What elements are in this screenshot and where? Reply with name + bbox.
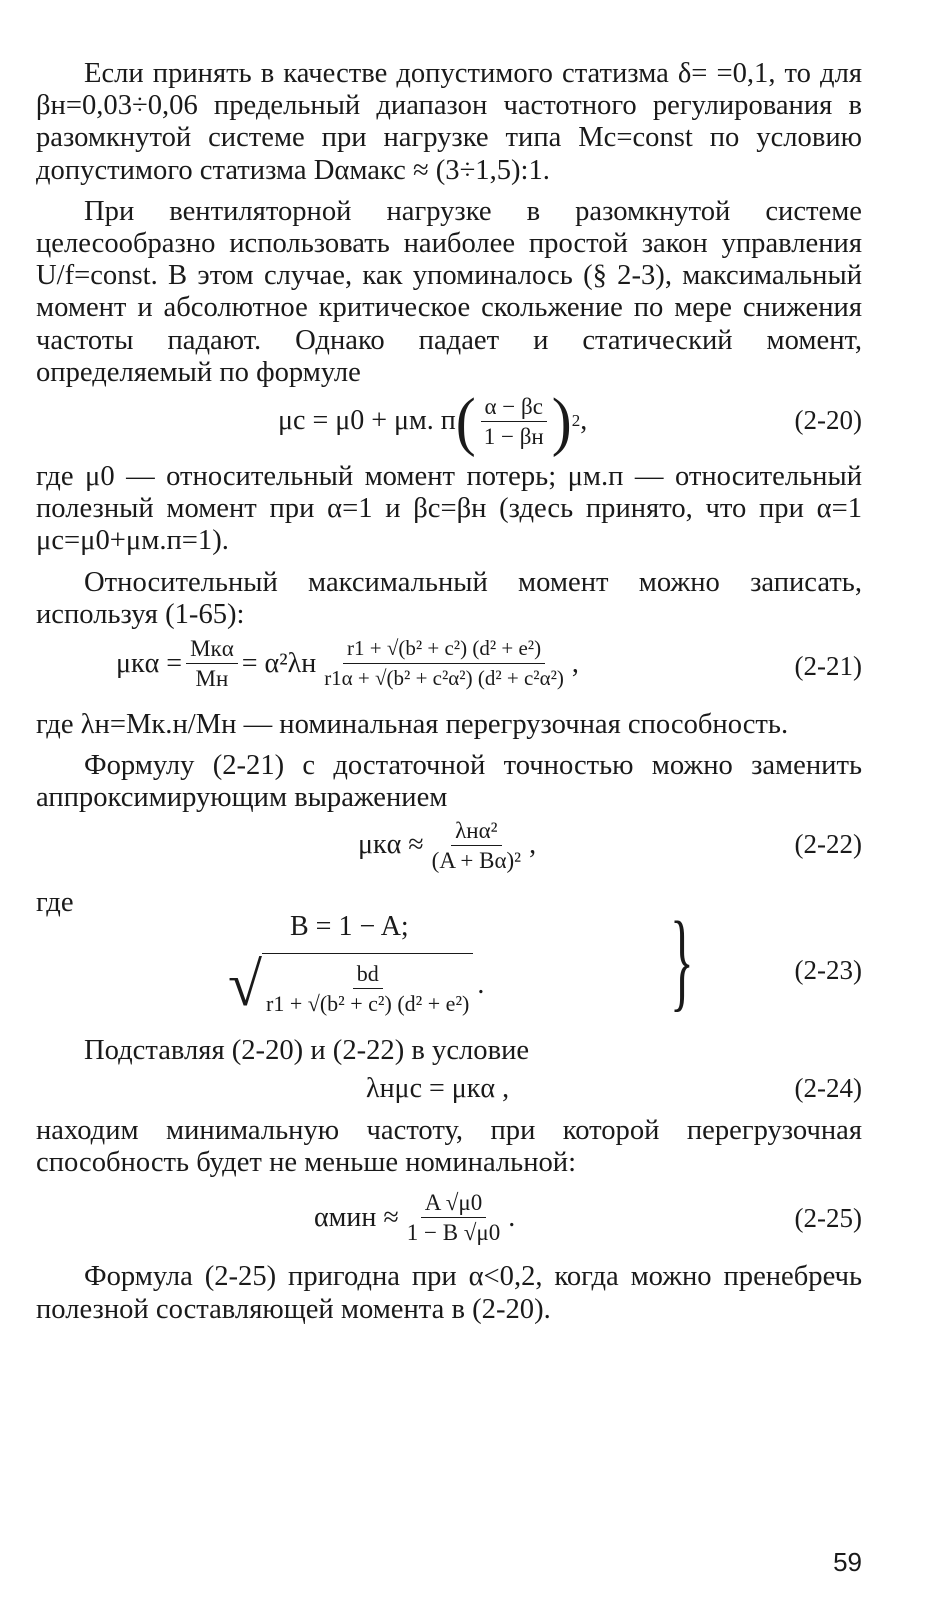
paragraph-10: Формула (2-25) пригодна при α<0,2, когда можно пренебречь полезной составляющей момента в (2-20).: [36, 1261, 862, 1325]
eq-2-21-fraction-2: [320, 635, 568, 692]
equation-2-23: B = 1 − A; √ $\frac{bd}{\text{r1 + √(b² + c²) (d² + e²)}}$ . } (2-23): [228, 898, 862, 1021]
equation-2-20: μc = μ0 + μм. п ( $\frac{\alpha - \beta c}{1 - \beta н}$ ) 2 , (2-20): [278, 384, 862, 458]
equation-2-22: μкα ≈ $\frac{\text{λнα²}}{\text{(A + Bα)²}}$ , (2-22): [358, 817, 862, 873]
eq-2-21-frac2-num: r1 + √(b² + c²) (d² + e²): [343, 635, 545, 664]
eq-2-23-num: bd: [353, 960, 383, 989]
eq-2-22-fraction: [428, 817, 525, 874]
eq-2-22-number: (2-22): [794, 828, 862, 859]
eq-2-20-exp: 2: [571, 411, 581, 431]
eq-2-20-num: α − βc: [481, 393, 547, 422]
eq-2-21-mid: = α²λн: [241, 647, 317, 679]
eq-2-21-number: (2-21): [794, 651, 862, 682]
eq-2-21-lhs: μкα =: [116, 647, 183, 679]
eq-2-22-num: λнα²: [451, 817, 501, 846]
eq-2-21-frac2-den: r1α + √(b² + c²α²) (d² + c²α²): [324, 666, 564, 691]
eq-2-25-fraction: [403, 1189, 505, 1246]
eq-2-23-den: r1 + √(b² + c²) (d² + e²): [266, 990, 470, 1016]
page-number: 59: [833, 1547, 862, 1577]
page-content: [36, 58, 862, 1335]
eq-2-25-number: (2-25): [794, 1203, 862, 1234]
paragraph-2: При вентиляторной нагрузке в разомкнутой системе целесообразно использовать наиболее простой закон управления U/f=const. В этом случае, как упоминалось (§ 2-3), максимальный момент и абсолютное критическое скольжение по мере снижения частоты падают. Однако падает и статический момент, определяемый по формуле: [36, 195, 862, 388]
eq-2-25-den: 1 − B √μ0: [406, 1220, 501, 1246]
eq-2-24-expr: λнμc = μкα ,: [366, 1073, 510, 1105]
paragraph-1: Если принять в качестве допустимого статизма δ= =0,1, то для βн=0,03÷0,06 предельный диапазон частотного регулирования в разомкнутой системе при нагрузке типа Mc=const по условию допустимого статизма Dαмакс ≈ (3÷1,5):1.: [36, 58, 862, 186]
eq-2-23-line1: B = 1 − A;: [290, 910, 409, 942]
eq-2-21-frac1-den: Mн: [195, 666, 229, 692]
eq-2-22-den: (A + Bα)²: [431, 847, 522, 873]
paragraph-3: где μ0 — относительный момент потерь; μм.п — относительный полезный момент при α=1 и βc=βн (здесь принято, что при α=1 μc=μ0+μм.п=1).: [36, 461, 862, 557]
paragraph-9: находим минимальную частоту, при которой перегрузочная способность будет не меньше номинальной:: [36, 1115, 862, 1179]
eq-2-21-frac1-num: Mкα: [186, 635, 238, 664]
eq-2-20-number: (2-20): [794, 405, 862, 436]
eq-2-21-fraction-1: [186, 635, 238, 692]
eq-2-20-den: 1 − βн: [483, 423, 544, 449]
eq-2-20-fraction: [480, 393, 548, 450]
eq-2-23-number: (2-23): [794, 954, 862, 985]
paragraph-6: Формулу (2-21) с достаточной точностью можно заменить аппроксимирующим выражением: [36, 750, 862, 814]
eq-2-23-fraction: [262, 953, 473, 1017]
equation-2-24: [36, 1071, 862, 1111]
equation-2-21: μкα = $\frac{\text{Mкα}}{Mн}$ = α²λн $\frac{\text{r1 + √(b² + c²) (d² + e²)}}{\text{r1α + √(b² + c²α²) (d² + c²α²)}}$ , (2-21): [116, 636, 862, 692]
eq-2-24-number: (2-24): [794, 1073, 862, 1104]
eq-2-20-lhs: μc = μ0 + μм. п: [278, 405, 456, 437]
eq-2-22-lhs: μкα ≈: [358, 829, 424, 861]
paragraph-5: где λн=Mк.н/Mн — номинальная перегрузочная способность.: [36, 709, 789, 741]
paragraph-4: Относительный максимальный момент можно записать, используя (1-65):: [36, 566, 862, 630]
equation-2-25: αмин ≈ $\frac{A √\mu 0}{1 - B √\mu 0}$ . (2-25): [314, 1190, 862, 1246]
eq-2-25-lhs: αмин ≈: [314, 1201, 399, 1233]
eq-2-25-num: A √μ0: [421, 1189, 487, 1218]
paragraph-7: где: [36, 886, 74, 918]
paragraph-8: Подставляя (2-20) и (2-22) в условие: [84, 1034, 530, 1066]
